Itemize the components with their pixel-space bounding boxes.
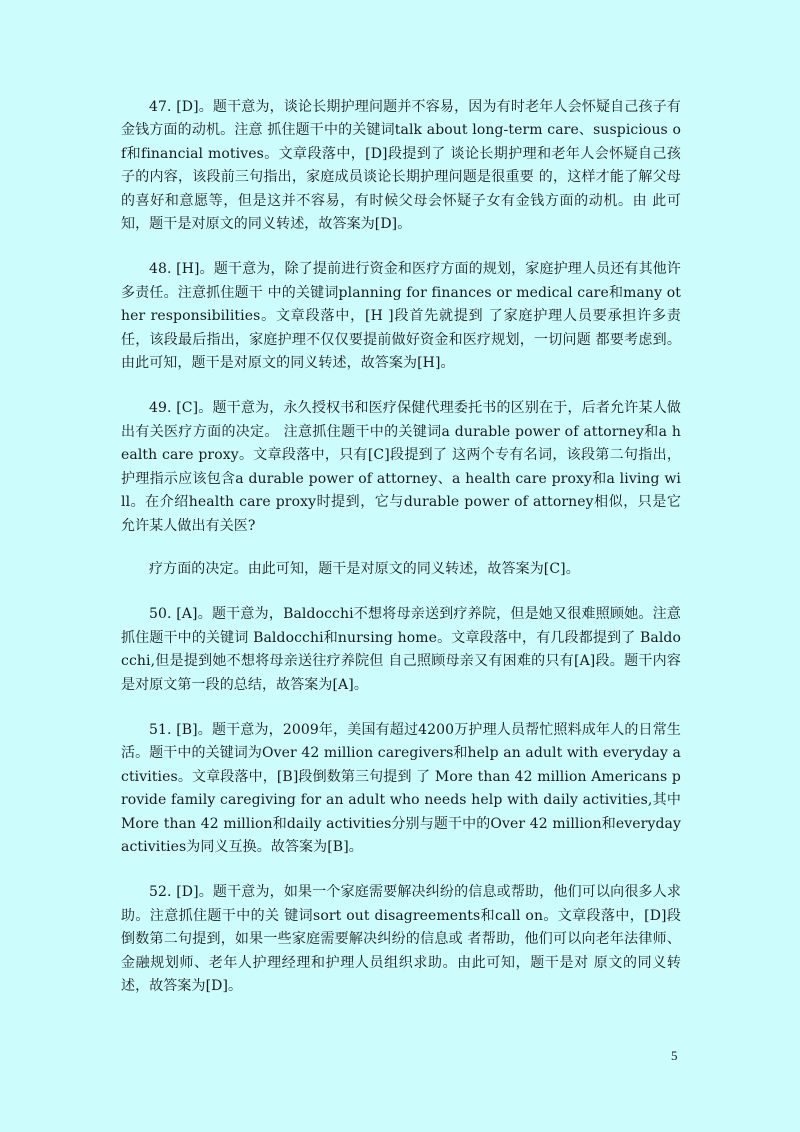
answer-paragraph-48: 48. [H]。题干意为，除了提前进行资金和医疗方面的规划，家庭护理人员还有其他许多责任。注意抓住题干 中的关键词planning for finances or medical care和many other responsibilities。文章段落中，[H ]段首先就提到 了家庭护理人员要承担许多责任，该段最后指出，家庭护理不仅仅要提前做好资金和医疗规划，一切问题 都要考虑到。由此可知，题干是对原文的同义转述，故答案为[H]。 <box>121 261 681 372</box>
answer-paragraph-49: 49. [C]。题干意为，永久授权书和医疗保健代理委托书的区别在于，后者允许某人做出有关医疗方面的决定。 注意抓住题干中的关键词a durable power of attorney和a health care proxy。文章段落中，只有[C]段提到了 这两个专有名词，该段第二句指出，护理指示应该包含a durable power of attorney、a health care proxy和a living will。在介绍health care proxy时提到，它与durable power of attorney相似，只是它允许某人做出有关医? <box>121 400 681 534</box>
answer-paragraph-51: 51. [B]。题干意为，2009年，美国有超过4200万护理人员帮忙照料成年人的日常生活。题干中的关键词为Over 42 million caregivers和help an adult with everyday activities。文章段落中，[B]段倒数第三句提到 了 More than 42 million Americans provide family caregiving for an adult who needs help with daily activities,其中 More than 42 million和daily activities分别与题干中的Over 42 million和everyday activities为同义互换。故答案为[B]。 <box>121 721 681 855</box>
answer-paragraph-52: 52. [D]。题干意为，如果一个家庭需要解决纠纷的信息或帮助，他们可以向很多人求助。注意抓住题干中的关 键词sort out disagreements和call on。文章段落中，[D]段倒数第二句提到，如果一些家庭需要解决纠纷的信息或 者帮助，他们可以向老年法律师、金融规划师、老年人护理经理和护理人员组织求助。由此可知，题干是对 原文的同义转述，故答案为[D]。 <box>121 884 681 994</box>
page-number: 5 <box>671 1048 678 1063</box>
answer-paragraph-47: 47. [D]。题干意为，谈论长期护理问题并不容易，因为有时老年人会怀疑自己孩子有金钱方面的动机。注意 抓住题干中的关键词talk about long-term care、suspicious of和financial motives。文章段落中，[D]段提到了 谈论长期护理和老年人会怀疑自己孩子的内容，该段前三句指出，家庭成员谈论长期护理问题是很重要 的，这样才能了解父母的喜好和意愿等，但是这并不容易，有时候父母会怀疑子女有金钱方面的动机。由 此可知，题干是对原文的同义转述，故答案为[D]。 <box>121 99 681 233</box>
document-body <box>121 96 681 1020</box>
answer-paragraph-49-continued: 疗方面的决定。由此可知，题干是对原文的同义转述，故答案为[C]。 <box>149 560 580 577</box>
answer-paragraph-50: 50. [A]。题干意为，Baldocchi不想将母亲送到疗养院，但是她又很难照顾她。注意抓住题干中的关键词 Baldocchi和nursing home。文章段落中，有几段都提到了 Baldocchi,但是提到她不想将母亲送往疗养院但 自己照顾母亲又有困难的只有[A]段。题干内容是对原文第一段的总结，故答案为[A]。 <box>121 606 681 693</box>
